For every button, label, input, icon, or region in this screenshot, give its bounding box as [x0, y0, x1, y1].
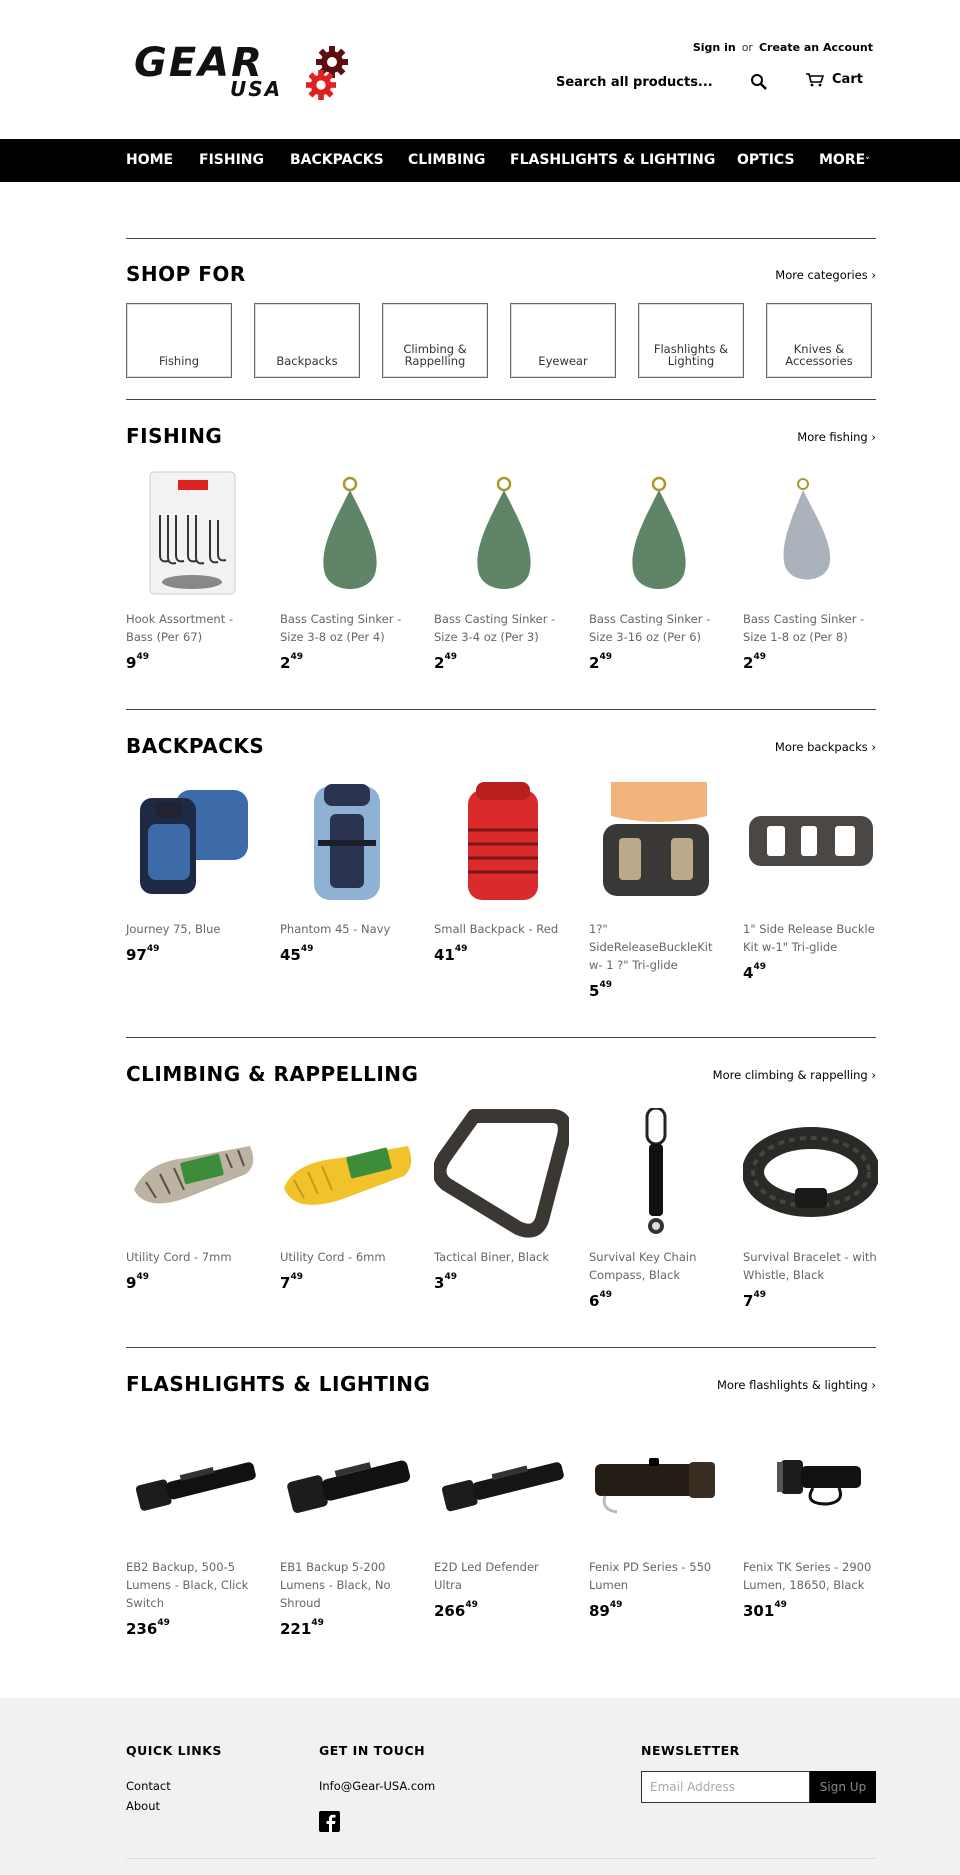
flashlight-icon [126, 1418, 261, 1548]
product-card[interactable] [126, 1108, 261, 1292]
logo-subtext: USA [230, 77, 283, 101]
search-icon[interactable] [750, 73, 768, 91]
product-title: EB1 Backup 5-200 Lumens - Black, No Shroud [280, 1560, 391, 1610]
cart-label: Cart [832, 72, 863, 87]
buckle-icon [743, 780, 878, 910]
product-title: Survival Bracelet - with Whistle, Black [743, 1250, 877, 1282]
product-price: $266^{49}$ [434, 1600, 478, 1620]
product-price: $236^{49}$ [126, 1618, 170, 1638]
section-divider [126, 1037, 876, 1038]
product-card[interactable] [434, 780, 569, 964]
backpack-icon [280, 780, 415, 910]
nav-home[interactable]: HOME [126, 152, 174, 168]
category-backpacks[interactable] [254, 303, 360, 378]
cart-button[interactable] [806, 72, 863, 87]
product-title: Survival Key Chain Compass, Black [589, 1250, 697, 1282]
footer-link-contact[interactable]: Contact [126, 1779, 171, 1793]
product-price: $301^{49}$ [743, 1600, 787, 1620]
product-card[interactable] [126, 470, 261, 672]
product-title: Tactical Biner, Black [434, 1250, 550, 1264]
site-logo[interactable] [134, 40, 356, 102]
product-price: $2^{49}$ [743, 652, 766, 672]
sinker-icon [280, 470, 415, 600]
product-title: Utility Cord - 7mm [126, 1250, 232, 1264]
create-account-link[interactable]: Create an Account [758, 41, 873, 54]
more-backpacks-link[interactable]: More backpacks › [774, 740, 876, 754]
flashlights-title: FLASHLIGHTS & LIGHTING [126, 1372, 431, 1396]
sinker-icon [589, 470, 724, 600]
site-footer [0, 1698, 960, 1875]
climbing-title: CLIMBING & RAPPELLING [126, 1062, 419, 1086]
sinker-icon [743, 470, 878, 600]
rope-icon [126, 1108, 261, 1238]
product-title: Bass Casting Sinker - Size 1-8 oz (Per 8) [743, 612, 865, 644]
product-card[interactable] [280, 1108, 415, 1292]
product-price: $41^{49}$ [434, 944, 468, 964]
category-climbing[interactable] [382, 303, 488, 378]
product-price: $7^{49}$ [280, 1272, 303, 1292]
search-bar [556, 70, 770, 94]
product-card[interactable] [743, 1418, 878, 1620]
backpack-icon [126, 780, 261, 910]
sign-in-link[interactable]: Sign in [692, 41, 736, 54]
product-title: Bass Casting Sinker - Size 3-16 oz (Per 6) [589, 612, 711, 644]
product-card[interactable] [743, 780, 878, 982]
search-input[interactable] [556, 70, 736, 94]
or-text: or [741, 41, 753, 54]
product-title: EB2 Backup, 500-5 Lumens - Black, Click Switch [126, 1560, 249, 1610]
product-card[interactable] [280, 1418, 415, 1638]
logo-wordmark: GEAR [134, 40, 264, 86]
product-title: Fenix TK Series - 2900 Lumen, 18650, Black [743, 1560, 872, 1592]
cart-icon [806, 73, 824, 87]
category-flashlights[interactable] [638, 303, 744, 378]
chevron-down-icon: ˅ [865, 157, 870, 167]
category-label: Fishing [158, 354, 200, 368]
product-price: $45^{49}$ [280, 944, 314, 964]
product-card[interactable] [126, 1418, 261, 1638]
product-card[interactable] [589, 780, 724, 1000]
product-price: $6^{49}$ [589, 1290, 612, 1310]
product-title: Journey 75, Blue [126, 922, 221, 936]
product-price: $9^{49}$ [126, 1272, 149, 1292]
section-divider [126, 709, 876, 710]
product-card[interactable] [280, 780, 415, 964]
product-title: Hook Assortment - Bass (Per 67) [126, 612, 234, 644]
nav-flashlights[interactable]: FLASHLIGHTS & LIGHTING [510, 152, 716, 168]
gear-red-icon [306, 70, 336, 100]
flashlight-icon [743, 1418, 878, 1548]
backpack-icon [434, 780, 569, 910]
flashlight-icon [434, 1418, 569, 1548]
product-title: Bass Casting Sinker - Size 3-4 oz (Per 3) [434, 612, 556, 644]
product-price: $9^{49}$ [126, 652, 149, 672]
facebook-icon[interactable] [319, 1811, 340, 1832]
nav-climbing[interactable]: CLIMBING [408, 152, 486, 168]
product-title: E2D Led Defender Ultra [434, 1560, 539, 1592]
category-fishing[interactable] [126, 303, 232, 378]
product-title: Utility Cord - 6mm [280, 1250, 386, 1264]
product-card[interactable] [434, 1418, 569, 1620]
product-price: $97^{49}$ [126, 944, 160, 964]
more-climbing-link[interactable]: More climbing & rappelling › [712, 1068, 876, 1082]
flashlight-icon [280, 1418, 415, 1548]
nav-fishing[interactable]: FISHING [199, 152, 264, 168]
category-knives[interactable] [766, 303, 872, 378]
nav-more[interactable] [819, 139, 870, 182]
product-card[interactable] [434, 470, 569, 672]
buckle-icon [589, 780, 724, 910]
quick-links-title: QUICK LINKS [126, 1743, 222, 1758]
bracelet-icon [743, 1108, 878, 1238]
footer-link-about[interactable]: About [126, 1799, 161, 1813]
nav-backpacks[interactable]: BACKPACKS [290, 152, 384, 168]
footer-divider [126, 1858, 876, 1859]
product-price: $7^{49}$ [743, 1290, 766, 1310]
sinker-icon [434, 470, 569, 600]
more-fishing-link[interactable]: More fishing › [797, 430, 876, 444]
product-title: Small Backpack - Red [434, 922, 559, 936]
shop-for-title: SHOP FOR [126, 262, 246, 286]
rope-icon [280, 1108, 415, 1238]
product-price: $3^{49}$ [434, 1272, 457, 1292]
more-flashlights-link[interactable]: More flashlights & lighting › [716, 1378, 876, 1392]
newsletter-title: NEWSLETTER [641, 1743, 740, 1758]
carabiner-icon [434, 1108, 569, 1238]
product-price: $221^{49}$ [280, 1618, 324, 1638]
get-in-touch-title: GET IN TOUCH [319, 1743, 426, 1758]
section-divider [126, 399, 876, 400]
contact-email-link[interactable]: Info@Gear-USA.com [319, 1779, 436, 1793]
newsletter-email-input[interactable] [641, 1771, 810, 1803]
product-card[interactable] [589, 1418, 724, 1620]
category-label: Flashlights & Lighting [653, 342, 729, 368]
product-card[interactable] [743, 470, 878, 672]
more-categories-link[interactable]: More categories › [775, 268, 876, 282]
category-label: Climbing & Rappelling [403, 342, 467, 368]
category-label: Knives & Accessories [785, 342, 853, 368]
main-nav [0, 139, 960, 182]
newsletter-signup-button[interactable]: Sign Up [810, 1771, 876, 1803]
product-price: $2^{49}$ [280, 652, 303, 672]
product-card[interactable] [434, 1108, 569, 1292]
product-title: Fenix PD Series - 550 Lumen [589, 1560, 712, 1592]
product-title: Phantom 45 - Navy [280, 922, 391, 936]
keychain-icon [589, 1108, 724, 1238]
nav-more-label: MORE [819, 152, 866, 168]
site-header [0, 0, 960, 139]
product-title: 1" Side Release Buckle Kit w-1" Tri-glide [743, 922, 875, 954]
product-card[interactable] [126, 780, 261, 964]
category-eyewear[interactable] [510, 303, 616, 378]
product-card[interactable] [589, 1108, 724, 1310]
product-card[interactable] [280, 470, 415, 672]
product-price: $2^{49}$ [434, 652, 457, 672]
product-price: $89^{49}$ [589, 1600, 623, 1620]
account-links [693, 41, 873, 54]
section-divider [126, 238, 876, 239]
section-divider [126, 1347, 876, 1348]
product-card[interactable] [589, 470, 724, 672]
product-title: Bass Casting Sinker - Size 3-8 oz (Per 4) [280, 612, 402, 644]
backpacks-title: BACKPACKS [126, 734, 265, 758]
fishing-title: FISHING [126, 424, 223, 448]
product-card[interactable] [743, 1108, 878, 1310]
product-price: $4^{49}$ [743, 962, 766, 982]
category-label: Backpacks [276, 354, 338, 368]
product-price: $5^{49}$ [589, 980, 612, 1000]
hook-pack-icon [126, 470, 261, 600]
product-price: $2^{49}$ [589, 652, 612, 672]
product-title: 1?" SideReleaseBuckleKit w- 1 ?" Tri-glide [589, 922, 713, 972]
flashlight-icon [589, 1418, 724, 1548]
category-label: Eyewear [538, 354, 588, 368]
nav-optics[interactable]: OPTICS [737, 152, 795, 168]
